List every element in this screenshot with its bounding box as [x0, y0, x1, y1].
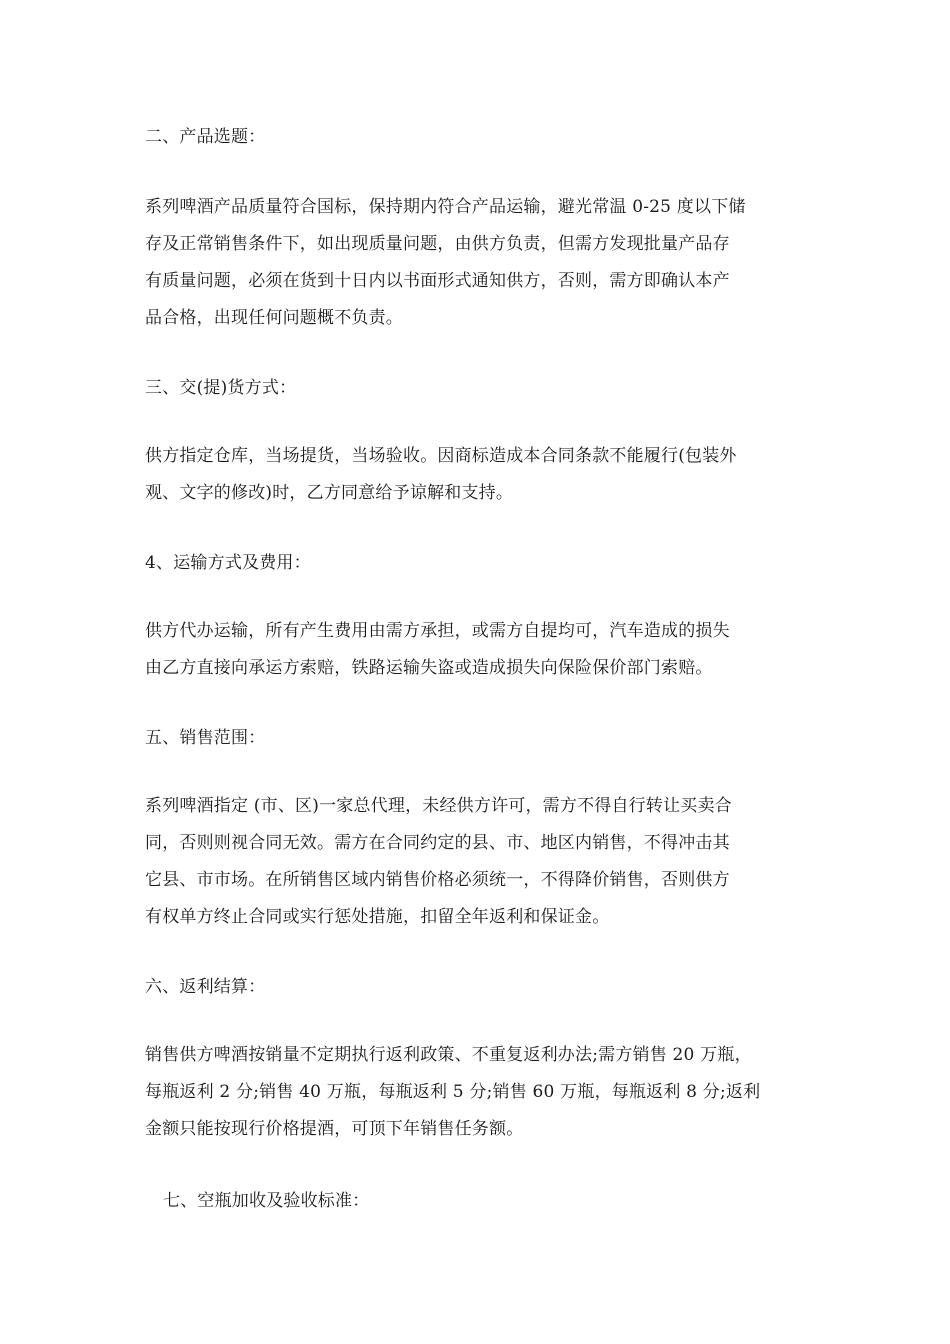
- section-heading-transport: [145, 545, 805, 582]
- paragraph-line: 销售供方啤酒按销量不定期执行返利政策、不重复返利办法;需方销售 20 万瓶，: [145, 1045, 752, 1065]
- section-heading-empty-bottles: [163, 1183, 823, 1220]
- paragraph-line: 它县、市市场。在所销售区域内销售价格必须统一，不得降价销售，否则供方: [145, 870, 730, 890]
- section-heading-product: [145, 119, 805, 156]
- section-heading-rebate: [145, 969, 805, 1006]
- section-body-product: [145, 189, 805, 337]
- section-body-transport: [145, 613, 805, 687]
- paragraph-line: 系列啤酒产品质量符合国标，保持期内符合产品运输，避光常温 0-25 度以下储: [145, 197, 746, 217]
- paragraph-line: 供方代办运输，所有产生费用由需方承担，或需方自提均可，汽车造成的损失: [145, 621, 730, 641]
- heading-text: 三、交(提)货方式：: [145, 378, 297, 398]
- paragraph-line: 有质量问题，必须在货到十日内以书面形式通知供方，否则，需方即确认本产: [145, 271, 730, 291]
- paragraph-line: 观、文字的修改)时，乙方同意给予谅解和支持。: [145, 483, 514, 503]
- section-heading-sales-area: [145, 720, 805, 757]
- section-heading-delivery: [145, 370, 805, 407]
- paragraph-line: 系列啤酒指定 (市、区)一家总代理，未经供方许可，需方不得自行转让买卖合: [145, 796, 732, 816]
- section-body-rebate: [145, 1037, 805, 1148]
- paragraph-line: 金额只能按现行价格提酒，可顶下年销售任务额。: [145, 1119, 524, 1139]
- heading-text: 4、运输方式及费用：: [145, 553, 311, 573]
- paragraph-line: 同，否则则视合同无效。需方在合同约定的县、市、地区内销售，不得冲击其: [145, 833, 730, 853]
- paragraph-line: 由乙方直接向承运方索赔，铁路运输失盗或造成损失向保险保价部门索赔。: [145, 658, 713, 678]
- heading-text: 五、销售范围：: [145, 728, 266, 748]
- paragraph-line: 每瓶返利 2 分;销售 40 万瓶，每瓶返利 5 分;销售 60 万瓶，每瓶返利 8 分;返利: [145, 1082, 761, 1102]
- paragraph-line: 存及正常销售条件下，如出现质量问题，由供方负责，但需方发现批量产品存: [145, 234, 730, 254]
- paragraph-line: 供方指定仓库，当场提货，当场验收。因商标造成本合同条款不能履行(包装外: [145, 446, 737, 466]
- section-body-delivery: [145, 438, 805, 512]
- paragraph-line: 品合格，出现任何问题概不负责。: [145, 308, 403, 328]
- section-body-sales-area: [145, 788, 805, 936]
- heading-text: 二、产品选题：: [145, 127, 266, 147]
- paragraph-line: 有权单方终止合同或实行惩处措施，扣留全年返利和保证金。: [145, 907, 610, 927]
- heading-text: 六、返利结算：: [145, 977, 266, 997]
- heading-text: 七、空瓶加收及验收标准：: [163, 1191, 370, 1211]
